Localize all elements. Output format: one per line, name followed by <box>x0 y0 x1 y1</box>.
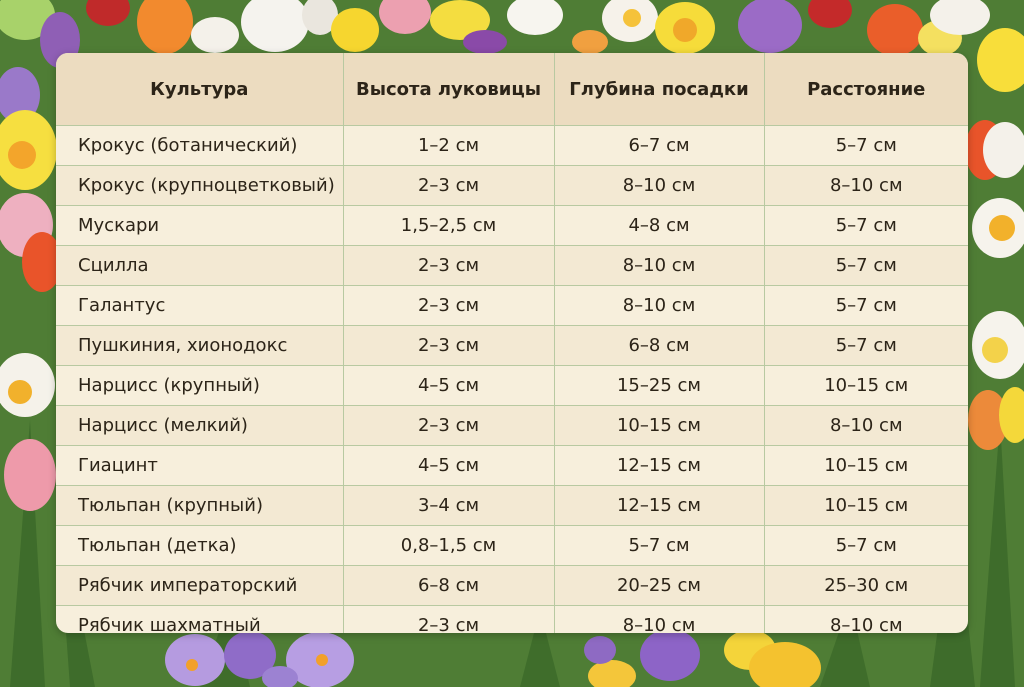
cell-bulb-height: 2–3 см <box>343 326 554 366</box>
table-row <box>56 286 968 326</box>
table-row <box>56 566 968 606</box>
cell-spacing: 5–7 см <box>764 286 968 326</box>
cell-planting-depth: 10–15 см <box>554 406 764 446</box>
planting-table <box>56 53 968 633</box>
cell-culture: Крокус (крупноцветковый) <box>56 166 343 206</box>
cell-spacing: 10–15 см <box>764 486 968 526</box>
table-row <box>56 366 968 406</box>
cell-bulb-height: 2–3 см <box>343 246 554 286</box>
column-header-planting-depth: Глубина посадки <box>554 53 764 126</box>
cell-bulb-height: 2–3 см <box>343 166 554 206</box>
column-header-culture: Культура <box>56 53 343 126</box>
cell-spacing: 5–7 см <box>764 206 968 246</box>
cell-bulb-height: 0,8–1,5 см <box>343 526 554 566</box>
cell-planting-depth: 8–10 см <box>554 166 764 206</box>
cell-planting-depth: 15–25 см <box>554 366 764 406</box>
cell-planting-depth: 6–7 см <box>554 126 764 166</box>
table-header-row <box>56 53 968 126</box>
table-row <box>56 326 968 366</box>
cell-planting-depth: 6–8 см <box>554 326 764 366</box>
cell-culture: Сцилла <box>56 246 343 286</box>
table-row <box>56 206 968 246</box>
cell-planting-depth: 8–10 см <box>554 286 764 326</box>
table-row <box>56 446 968 486</box>
cell-spacing: 5–7 см <box>764 126 968 166</box>
cell-culture: Пушкиния, хионодокс <box>56 326 343 366</box>
cell-spacing: 10–15 см <box>764 446 968 486</box>
cell-bulb-height: 2–3 см <box>343 406 554 446</box>
table-row <box>56 486 968 526</box>
cell-spacing: 8–10 см <box>764 166 968 206</box>
cell-culture: Крокус (ботанический) <box>56 126 343 166</box>
cell-bulb-height: 6–8 см <box>343 566 554 606</box>
cell-spacing: 8–10 см <box>764 406 968 446</box>
cell-spacing: 5–7 см <box>764 326 968 366</box>
cell-spacing: 5–7 см <box>764 526 968 566</box>
cell-culture: Нарцисс (мелкий) <box>56 406 343 446</box>
table-row <box>56 166 968 206</box>
column-header-spacing: Расстояние <box>764 53 968 126</box>
cell-bulb-height: 4–5 см <box>343 446 554 486</box>
cell-planting-depth: 5–7 см <box>554 526 764 566</box>
column-header-bulb-height: Высота луковицы <box>343 53 554 126</box>
cell-culture: Мускари <box>56 206 343 246</box>
cell-bulb-height: 1–2 см <box>343 126 554 166</box>
cell-bulb-height: 1,5–2,5 см <box>343 206 554 246</box>
cell-culture: Галантус <box>56 286 343 326</box>
cell-bulb-height: 3–4 см <box>343 486 554 526</box>
cell-bulb-height: 2–3 см <box>343 286 554 326</box>
cell-planting-depth: 8–10 см <box>554 606 764 634</box>
cell-bulb-height: 2–3 см <box>343 606 554 634</box>
cell-bulb-height: 4–5 см <box>343 366 554 406</box>
cell-culture: Рябчик императорский <box>56 566 343 606</box>
cell-spacing: 25–30 см <box>764 566 968 606</box>
cell-culture: Гиацинт <box>56 446 343 486</box>
table-row <box>56 406 968 446</box>
cell-culture: Тюльпан (детка) <box>56 526 343 566</box>
cell-planting-depth: 12–15 см <box>554 446 764 486</box>
cell-spacing: 8–10 см <box>829 615 903 633</box>
cell-spacing: 10–15 см <box>764 366 968 406</box>
cell-culture: Тюльпан (крупный) <box>56 486 343 526</box>
cell-culture: Нарцисс (крупный) <box>56 366 343 406</box>
cell-planting-depth: 20–25 см <box>554 566 764 606</box>
planting-table-card <box>56 53 968 633</box>
cell-planting-depth: 12–15 см <box>554 486 764 526</box>
cell-culture: Рябчик шахматный <box>56 606 343 634</box>
table-row <box>56 606 968 634</box>
table-row <box>56 526 968 566</box>
cell-planting-depth: 8–10 см <box>554 246 764 286</box>
table-row <box>56 246 968 286</box>
cell-planting-depth: 4–8 см <box>554 206 764 246</box>
table-row <box>56 126 968 166</box>
cell-spacing: 5–7 см <box>764 246 968 286</box>
